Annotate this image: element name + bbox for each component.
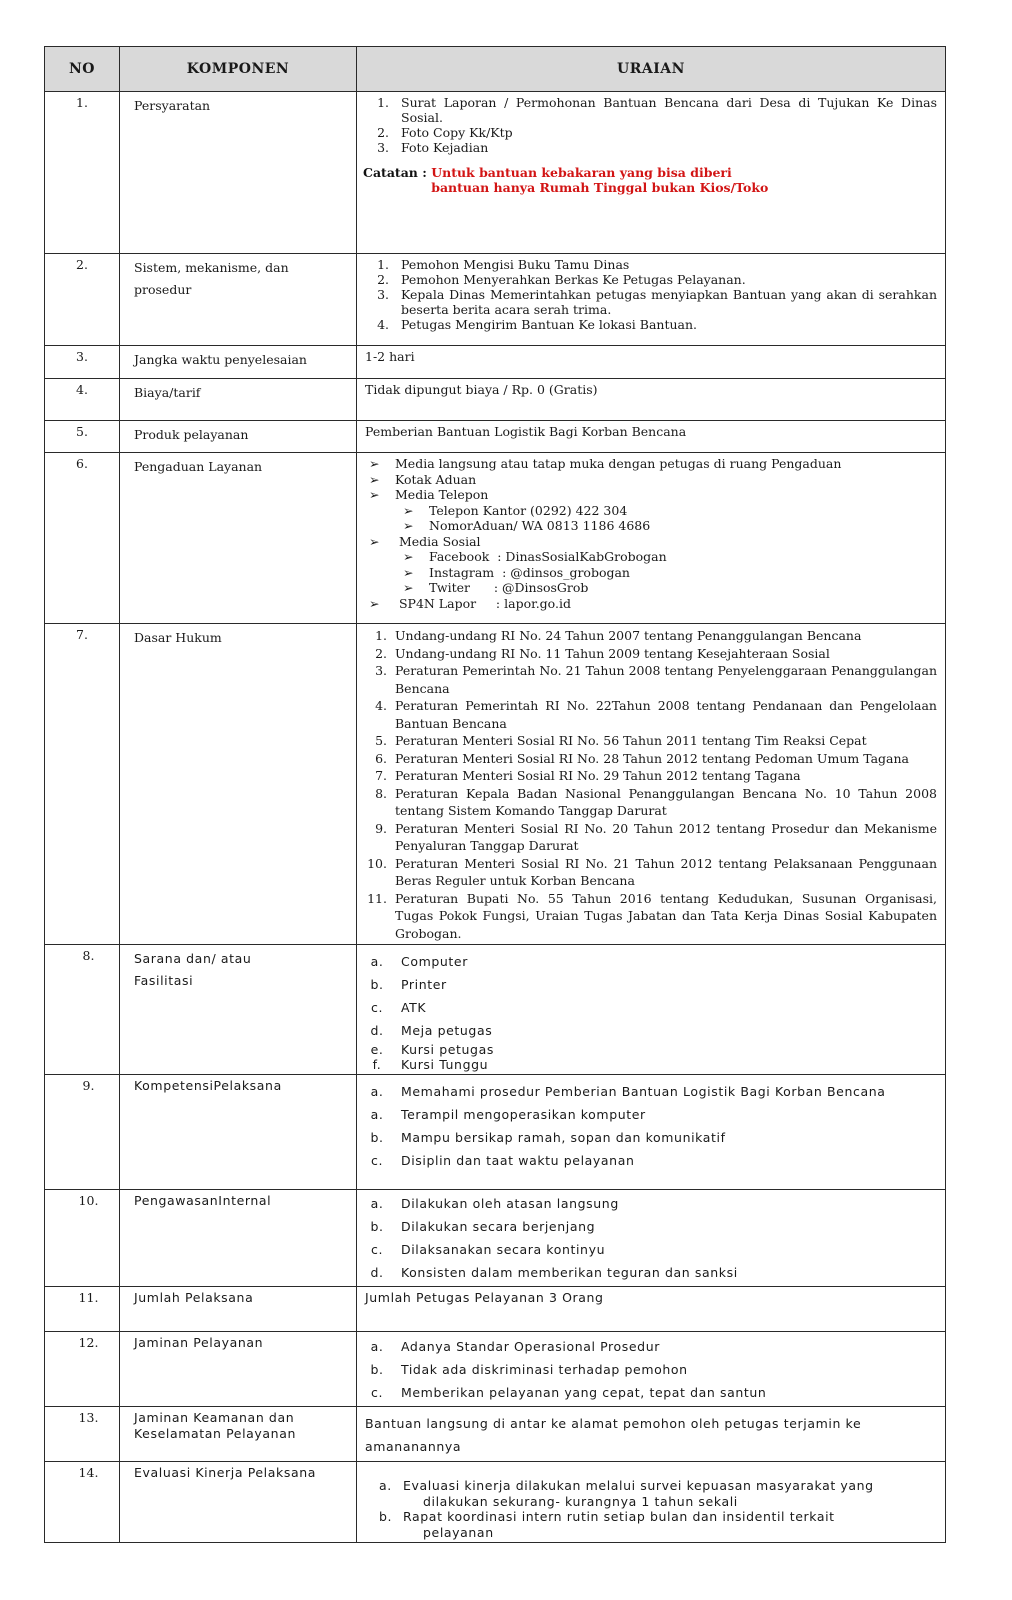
list-item: 7. Peraturan Menteri Sosial RI No. 29 Tahun 2012 tentang Tagana (375, 768, 801, 783)
list-item: 4. Peraturan Pemerintah RI No. 22Tahun 2008 tentang Pendanaan dan Pengelolaan Bantuan Bencana (375, 698, 937, 731)
arrow-bullet-icon: ➢ (403, 518, 414, 533)
table-row (45, 346, 946, 379)
arrow-bullet-icon: ➢ (369, 595, 380, 611)
table-row (45, 92, 946, 254)
header-uraian: URAIAN (357, 47, 946, 92)
row-komponen: Dasar Hukum (120, 624, 357, 945)
row-number: 3. (45, 346, 120, 379)
row-number: 5. (45, 421, 120, 453)
arrow-bullet-icon: ➢ (369, 487, 380, 502)
row-uraian: Pemberian Bantuan Logistik Bagi Korban Bencana (357, 421, 946, 453)
table-row (45, 379, 946, 421)
row-number: 12. (45, 1332, 120, 1407)
row-komponen: Jaminan Keamanan dan Keselamatan Pelayanan (120, 1407, 357, 1462)
list-item: 5. Peraturan Menteri Sosial RI No. 56 Tahun 2011 tentang Tim Reaksi Cepat (375, 733, 867, 748)
list-item: c. ATK (370, 1000, 427, 1015)
table-row (45, 624, 946, 945)
row-number: 2. (45, 254, 120, 346)
list-item: d. Meja petugas (370, 1023, 493, 1038)
row-komponen: Pengaduan Layanan (120, 453, 357, 624)
list-item: c. Memberikan pelayanan yang cepat, tepat dan santun (370, 1385, 767, 1400)
row-uraian (357, 1332, 946, 1407)
list-item: a. Adanya Standar Operasional Prosedur (370, 1339, 660, 1354)
arrow-bullet-icon: ➢ (369, 471, 380, 487)
row-uraian (357, 1190, 946, 1287)
table-row (45, 945, 946, 1075)
list-item: ➢ SP4N Lapor : lapor.go.id (369, 595, 571, 611)
arrow-bullet-icon: ➢ (403, 502, 414, 518)
list-item: 4. Petugas Mengirim Bantuan Ke lokasi Bantuan. (377, 317, 697, 332)
header-row (45, 47, 946, 92)
list-item: 9. Peraturan Menteri Sosial RI No. 20 Tahun 2012 tentang Prosedur dan Mekanisme Penyaluran Tanggap Darurat (375, 820, 937, 853)
arrow-bullet-icon: ➢ (403, 549, 414, 564)
table-row (45, 1332, 946, 1407)
catatan-label: Catatan : (363, 165, 432, 180)
arrow-bullet-icon: ➢ (369, 456, 380, 471)
list-item: 1. Pemohon Mengisi Buku Tamu Dinas (377, 257, 630, 272)
header-no: NO (45, 47, 120, 92)
row-number: 8. (45, 945, 120, 1075)
arrow-bullet-icon: ➢ (403, 564, 414, 580)
list-item: 3. Foto Kejadian (377, 140, 489, 155)
list-item: ➢ Media Sosial (369, 533, 481, 549)
list-item: 2. Undang-undang RI No. 11 Tahun 2009 tentang Kesejahteraan Sosial (375, 645, 830, 661)
row-number: 13. (45, 1407, 120, 1462)
table-row (45, 1407, 946, 1462)
list-item: c. Dilaksanakan secara kontinyu (370, 1242, 606, 1257)
row-uraian (357, 92, 946, 254)
row-komponen: Persyaratan (120, 92, 357, 254)
row-number: 6. (45, 453, 120, 624)
header-komponen: KOMPONEN (120, 47, 357, 92)
list-item: 1. Undang-undang RI No. 24 Tahun 2007 tentang Penanggulangan Bencana (375, 628, 862, 643)
list-item: c. Disiplin dan taat waktu pelayanan (370, 1153, 635, 1168)
arrow-bullet-icon: ➢ (369, 533, 380, 549)
row-uraian: Jumlah Petugas Pelayanan 3 Orang (357, 1287, 946, 1332)
list-item: 2. Pemohon Menyerahkan Berkas Ke Petugas Pelayanan. (377, 272, 746, 287)
row-number: 14. (45, 1462, 120, 1543)
list-item: 1. Surat Laporan / Permohonan Bantuan Bencana dari Desa di Tujukan Ke Dinas Sosial. (377, 95, 937, 125)
row-komponen: Sistem, mekanisme, dan prosedur (120, 254, 357, 346)
row-komponen: Produk pelayanan (120, 421, 357, 453)
row-uraian (357, 254, 946, 346)
row-uraian: 1-2 hari (357, 346, 946, 379)
list-item: ➢ Media Telepon (369, 487, 489, 502)
list-item: a. Evaluasi kinerja dilakukan melalui survei kepuasan masyarakat yang dilakukan sekurang- kurangnya 1 tahun sekali (379, 1478, 874, 1509)
list-item: ➢ Media langsung atau tatap muka dengan petugas di ruang Pengaduan (369, 456, 842, 471)
list-item: b. Rapat koordinasi intern rutin setiap bulan dan insidentil terkait pelayanan (379, 1509, 835, 1540)
list-item: 3. Peraturan Pemerintah No. 21 Tahun 2008 tentang Penyelenggaraan Penanggulangan Bencana (375, 663, 937, 696)
list-item: a. Memahami prosedur Pemberian Bantuan Logistik Bagi Korban Bencana (370, 1084, 886, 1099)
list-item: a. Terampil mengoperasikan komputer (370, 1107, 646, 1122)
list-item: 10. Peraturan Menteri Sosial RI No. 21 Tahun 2012 tentang Pelaksanaan Penggunaan Beras Reguler untuk Korban Bencana (367, 855, 937, 888)
table-row (45, 421, 946, 453)
row-komponen: Jumlah Pelaksana (120, 1287, 357, 1332)
list-item: 2. Foto Copy Kk/Ktp (377, 125, 513, 140)
list-item: b. Tidak ada diskriminasi terhadap pemohon (370, 1362, 688, 1377)
table-row (45, 453, 946, 624)
list-item: 3. Kepala Dinas Memerintahkan petugas menyiapkan Bantuan yang akan di serahkan beserta berita acara serah trima. (377, 287, 937, 317)
row-uraian (357, 945, 946, 1075)
list-item: 8. Peraturan Kepala Badan Nasional Penanggulangan Bencana No. 10 Tahun 2008 tentang Sistem Komando Tanggap Darurat (375, 785, 937, 818)
list-item: b. Mampu bersikap ramah, sopan dan komunikatif (370, 1130, 726, 1145)
table-row (45, 1462, 946, 1543)
table-row (45, 254, 946, 346)
row-number: 4. (45, 379, 120, 421)
list-item: ➢ Kotak Aduan (369, 471, 477, 487)
row-number: 1. (45, 92, 120, 254)
row-komponen: Biaya/tarif (120, 379, 357, 421)
row-komponen: Jangka waktu penyelesaian (120, 346, 357, 379)
row-uraian (357, 1462, 946, 1543)
table-row (45, 1287, 946, 1332)
row-number: 9. (45, 1075, 120, 1190)
list-item: e. Kursi petugas (370, 1042, 494, 1057)
row-komponen: PengawasanInternal (120, 1190, 357, 1287)
list-item: 11. Peraturan Bupati No. 55 Tahun 2016 tentang Kedudukan, Susunan Organisasi, Tugas Pokok Fungsi, Uraian Tugas Jabatan dan Tata Kerja Dinas Sosial Kabupaten Grobogan. (367, 890, 937, 941)
list-item: a. Computer (370, 954, 468, 969)
sop-table (44, 46, 946, 1543)
list-item: ➢ Facebook : DinasSosialKabGrobogan (403, 549, 667, 564)
list-item: ➢ Instagram : @dinsos_grobogan (403, 564, 630, 580)
row-komponen: Evaluasi Kinerja Pelaksana (120, 1462, 357, 1543)
row-komponen: KompetensiPelaksana (120, 1075, 357, 1190)
row-uraian (357, 624, 946, 945)
list-item: ➢ NomorAduan/ WA 0813 1186 4686 (403, 518, 651, 533)
row-number: 11. (45, 1287, 120, 1332)
table-row (45, 1075, 946, 1190)
row-komponen: Jaminan Pelayanan (120, 1332, 357, 1407)
row-uraian (357, 453, 946, 624)
row-number: 10. (45, 1190, 120, 1287)
row-uraian (357, 1075, 946, 1190)
table-row (45, 1190, 946, 1287)
list-item: b. Printer (370, 977, 447, 992)
row-uraian: Tidak dipungut biaya / Rp. 0 (Gratis) (357, 379, 946, 421)
list-item: b. Dilakukan secara berjenjang (370, 1219, 596, 1234)
row-number: 7. (45, 624, 120, 945)
catatan-text: Untuk bantuan kebakaran yang bisa diberi bantuan hanya Rumah Tinggal bukan Kios/Toko (431, 165, 769, 195)
list-item: ➢ Telepon Kantor (0292) 422 304 (403, 502, 628, 518)
row-komponen: Sarana dan/ atau Fasilitasi (120, 945, 357, 1075)
list-item: f. Kursi Tunggu (372, 1057, 489, 1072)
list-item: a. Dilakukan oleh atasan langsung (370, 1196, 619, 1211)
catatan-note (363, 165, 937, 195)
list-item: d. Konsisten dalam memberikan teguran dan sanksi (370, 1265, 738, 1280)
arrow-bullet-icon: ➢ (403, 580, 414, 595)
row-uraian: Bantuan langsung di antar ke alamat pemohon oleh petugas terjamin ke amananannya (357, 1407, 946, 1462)
list-item: ➢ Twiter : @DinsosGrob (403, 580, 589, 595)
list-item: 6. Peraturan Menteri Sosial RI No. 28 Tahun 2012 tentang Pedoman Umum Tagana (375, 750, 909, 766)
